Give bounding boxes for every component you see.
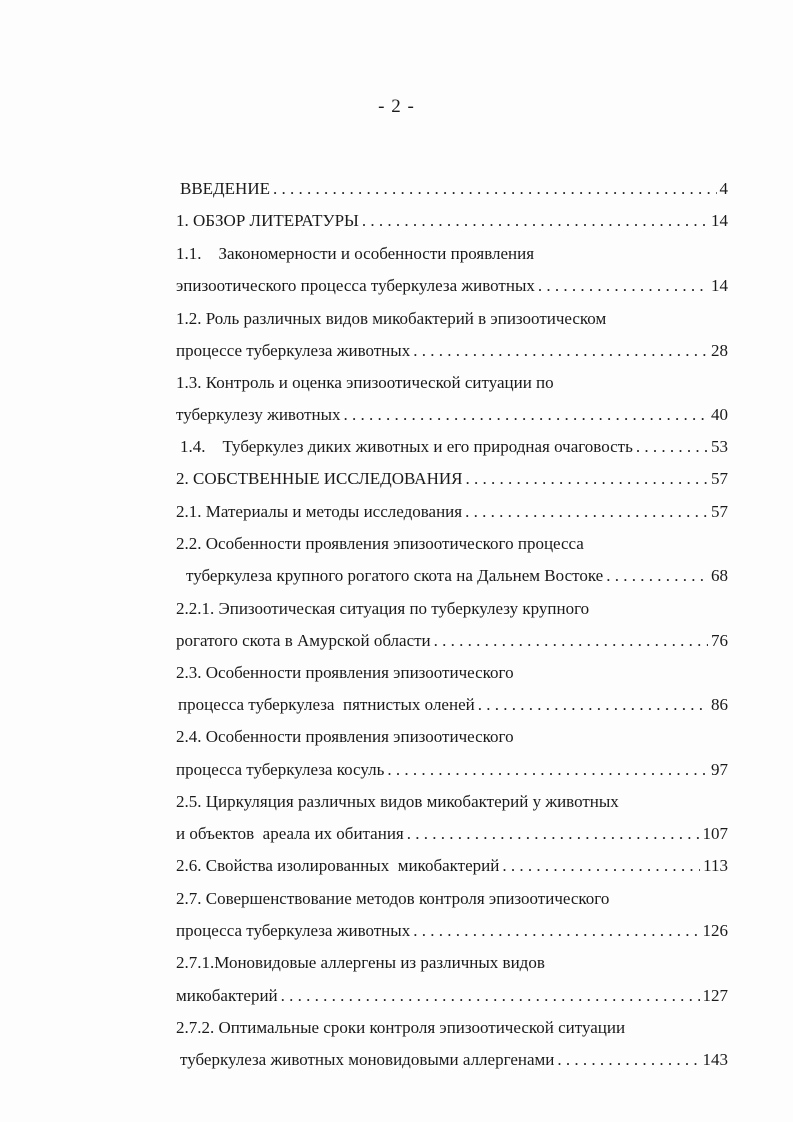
page-number: - 2 - [378, 96, 415, 117]
toc-entry-text: 2.6. Свойства изолированных микобактерий [176, 856, 500, 875]
toc-entry [176, 273, 728, 299]
toc-entry [176, 853, 728, 879]
dot-leader [387, 757, 708, 783]
toc-entry-heading [176, 724, 514, 750]
toc-entry-text: 1.1. Закономерности и особенности проявления [176, 244, 535, 263]
dot-leader [407, 821, 700, 847]
toc-entry [180, 176, 728, 202]
toc-entry-page: 76 [711, 631, 728, 650]
toc-entry-text: туберкулеза животных моновидовыми аллергенами [180, 1050, 555, 1069]
toc-entry-heading [176, 596, 589, 622]
toc-entry [186, 563, 728, 589]
toc-entry-text: микобактерий [176, 986, 278, 1005]
toc-entry-text: 2.5. Циркуляция различных видов микобактерий у животных [176, 792, 619, 811]
toc-entry-page: 113 [703, 856, 728, 875]
toc-entry-text: рогатого скота в Амурской области [176, 631, 431, 650]
dot-leader [362, 208, 708, 234]
toc-entry-heading [176, 531, 584, 557]
toc-entry-text: процесса туберкулеза животных [176, 921, 411, 940]
toc-entry-page: 14 [711, 276, 728, 295]
toc-entry-text: 2.7. Совершенствование методов контроля эпизоотического [176, 889, 610, 908]
dot-leader [538, 273, 708, 299]
toc-entry-page: 68 [711, 566, 728, 585]
toc-entry-page: 143 [702, 1050, 728, 1069]
toc-entry-page: 57 [711, 469, 728, 488]
toc-entry-page: 107 [702, 824, 728, 843]
toc-entry-text: 2.7.2. Оптимальные сроки контроля эпизоотической ситуации [176, 1018, 626, 1037]
dot-leader [273, 176, 717, 202]
dot-leader [434, 628, 708, 654]
toc-entry-text: туберкулезу животных [176, 405, 341, 424]
toc-entry-heading [176, 306, 606, 332]
dot-leader [478, 692, 708, 718]
toc-entry-page: 86 [711, 695, 728, 714]
toc-entry [176, 466, 728, 492]
toc-entry-heading [176, 241, 534, 267]
toc-entry [178, 692, 728, 718]
toc-entry-text: процесса туберкулеза пятнистых оленей [178, 695, 475, 714]
toc-entry-text: процессе туберкулеза животных [176, 341, 411, 360]
toc-entry [176, 983, 728, 1009]
dot-leader [344, 402, 708, 428]
toc-entry-page: 53 [711, 437, 728, 456]
toc-entry-page: 126 [702, 921, 728, 940]
toc-entry [176, 918, 728, 944]
toc-entry [176, 499, 728, 525]
dot-leader [606, 563, 708, 589]
toc-entry-text: 2.2. Особенности проявления эпизоотического процесса [176, 534, 584, 553]
toc-entry [176, 338, 728, 364]
toc-entry-heading [176, 1015, 625, 1041]
toc-entry-text: эпизоотического процесса туберкулеза животных [176, 276, 535, 295]
toc-entry-page: 4 [719, 179, 728, 198]
dot-leader [465, 466, 708, 492]
toc-entry-text: туберкулеза крупного рогатого скота на Дальнем Востоке [186, 566, 604, 585]
toc-entry-text: и объектов ареала их обитания [176, 824, 404, 843]
toc-entry-text: ВВЕДЕНИЕ [180, 179, 270, 198]
toc-entry-page: 14 [711, 211, 728, 230]
dot-leader [636, 434, 708, 460]
toc-entry [176, 628, 728, 654]
toc-entry [176, 402, 728, 428]
toc-entry-text: 2. СОБСТВЕННЫЕ ИССЛЕДОВАНИЯ [176, 469, 463, 488]
dot-leader [465, 499, 708, 525]
toc-entry-page: 40 [711, 405, 728, 424]
toc-entry [180, 1047, 728, 1073]
toc-entry [176, 821, 728, 847]
toc-entry-page: 28 [711, 341, 728, 360]
toc-entry [176, 757, 728, 783]
toc-entry-page: 97 [711, 760, 728, 779]
toc-entry-heading [176, 370, 554, 396]
toc-entry-heading [176, 950, 545, 976]
toc-entry-text: 1.3. Контроль и оценка эпизоотической ситуации по [176, 373, 554, 392]
toc-entry-heading [176, 789, 619, 815]
toc-entry-text: 1.2. Роль различных видов микобактерий в эпизоотическом [176, 309, 607, 328]
toc-entry-text: 1. ОБЗОР ЛИТЕРАТУРЫ [176, 211, 359, 230]
dot-leader [413, 918, 699, 944]
toc-entry-text: 2.1. Материалы и методы исследования [176, 502, 463, 521]
toc-entry-page: 127 [702, 986, 728, 1005]
toc-entry-text: 2.3. Особенности проявления эпизоотического [176, 663, 514, 682]
toc-entry-text: 2.7.1.Моновидовые аллергены из различных видов [176, 953, 545, 972]
toc-entry-text: 2.2.1. Эпизоотическая ситуация по туберкулезу крупного [176, 599, 590, 618]
toc-entry-text: 1.4. Туберкулез диких животных и его природная очаговость [180, 437, 633, 456]
toc-entry [176, 208, 728, 234]
toc-entry-text: процесса туберкулеза косуль [176, 760, 385, 779]
dot-leader [281, 983, 700, 1009]
toc-entry [180, 434, 728, 460]
toc-entry-page: 57 [711, 502, 728, 521]
toc-entry-heading [176, 660, 514, 686]
dot-leader [557, 1047, 699, 1073]
dot-leader [413, 338, 708, 364]
dot-leader [502, 853, 700, 879]
toc-entry-text: 2.4. Особенности проявления эпизоотического [176, 727, 514, 746]
toc-entry-heading [176, 886, 609, 912]
